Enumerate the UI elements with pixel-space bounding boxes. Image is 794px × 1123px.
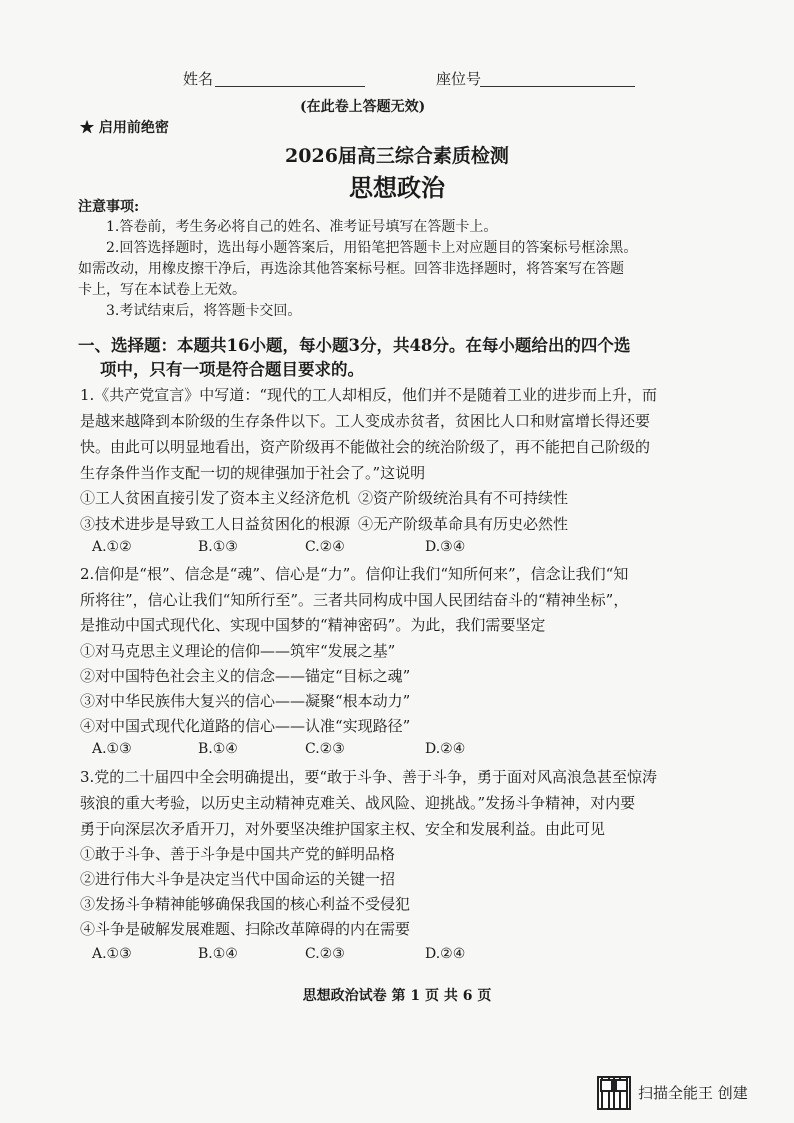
option-b: B.①④ [198, 741, 238, 757]
option-d: D.②④ [425, 946, 466, 962]
seat-label: 座位号 [436, 70, 482, 88]
statement: ②对中国特色社会主义的信念——锚定“目标之魂” [80, 667, 411, 685]
notes-heading: 注意事项: [78, 199, 140, 215]
page-info: 思想政治试卷 第 1 页 共 6 页 [302, 988, 492, 1004]
statement: ①对马克思主义理论的信仰——筑牢“发展之基” [80, 642, 396, 660]
qr-code-icon [597, 1076, 631, 1110]
option-c: C.②④ [305, 539, 345, 555]
statement: ③技术进步是导致工人日益贫困化的根源 [80, 515, 351, 533]
section-heading-cont: 项中，只有一项是符合题目要求的。 [100, 360, 364, 379]
scanner-watermark: 扫描全能王 创建 [638, 1084, 748, 1102]
question-stem-line: 生存条件当作支配一切的规律强加于社会了。”这说明 [80, 464, 426, 482]
invalid-note: (在此卷上答题无效) [300, 99, 426, 115]
option-d: D.③④ [425, 539, 466, 555]
option-c: C.②③ [305, 946, 345, 962]
statement: ④斗争是破解发展难题、扫除改革障碍的内在需要 [80, 920, 411, 938]
subject-title: 思想政治 [349, 173, 445, 202]
note-line: 2.回答选择题时，选出每小题答案后，用铅笔把答题卡上对应题目的答案标号框涂黑。 [106, 240, 638, 256]
option-a: A.①③ [92, 741, 132, 757]
question-stem-line: 3.党的二十届四中全会明确提出，要“敢于斗争、善于斗争，勇于面对风高浪急甚至惊涛 [80, 768, 657, 786]
question-stem-line: 快。由此可以明显地看出，资产阶级再不能做社会的统治阶级了，再不能把自己阶级的 [80, 438, 651, 456]
question-stem-line: 2.信仰是“根”、信念是“魂”、信心是“力”。信仰让我们“知所何来”，信念让我们“知 [80, 565, 629, 583]
statement: ③发扬斗争精神能够确保我国的核心利益不受侵犯 [80, 895, 411, 913]
statement: ③对中华民族伟大复兴的信心——凝聚“根本动力” [80, 692, 411, 710]
confidential-mark: ★ 启用前绝密 [80, 120, 169, 136]
option-a: A.①③ [92, 946, 132, 962]
question-stem-line: 是推动中国式现代化、实现中国梦的“精神密码”。为此，我们需要坚定 [80, 616, 546, 634]
name-blank-line [215, 86, 365, 87]
question-stem-line: 骇浪的重大考验，以历史主动精神克难关、战风险、迎挑战。”发扬斗争精神，对内要 [80, 794, 636, 812]
statement: ②资产阶级统治具有不可持续性 [358, 489, 569, 507]
statement: ④无产阶级革命具有历史必然性 [358, 515, 569, 533]
option-b: B.①④ [198, 946, 238, 962]
note-line: 1.答卷前，考生务必将自己的姓名、准考证号填写在答题卡上。 [106, 219, 498, 235]
question-stem-line: 是越来越降到本阶级的生存条件以下。工人变成赤贫者，贫困比人口和财富增长得还要 [80, 412, 651, 430]
question-stem-line: 所将往”，信心让我们“知所行至”。三者共同构成中国人民团结奋斗的“精神坐标”， [80, 591, 629, 609]
note-line: 卡上，写在本试卷上无效。 [78, 282, 246, 298]
option-c: C.②③ [305, 741, 345, 757]
statement: ①敢于斗争、善于斗争是中国共产党的鲜明品格 [80, 845, 396, 863]
question-stem-line: 勇于向深层次矛盾开刀，对外要坚决维护国家主权、安全和发展利益。由此可见 [80, 820, 606, 838]
option-b: B.①③ [198, 539, 238, 555]
section-heading: 一、选择题：本题共16小题，每小题3分，共48分。在每小题给出的四个选 [78, 336, 631, 355]
name-label: 姓名 [183, 70, 214, 88]
statement: ①工人贫困直接引发了资本主义经济危机 [80, 489, 351, 507]
seat-blank-line [480, 86, 635, 87]
statement: ④对中国式现代化道路的信心——认准“实现路径” [80, 717, 411, 735]
option-a: A.①② [92, 539, 132, 555]
exam-title: 2026届高三综合素质检测 [285, 145, 509, 167]
option-d: D.②④ [425, 741, 466, 757]
note-line: 如需改动，用橡皮擦干净后，再选涂其他答案标号框。回答非选择题时，将答案写在答题 [78, 261, 624, 277]
note-line: 3.考试结束后，将答题卡交回。 [106, 303, 302, 319]
question-stem-line: 1.《共产党宣言》中写道：“现代的工人却相反，他们并不是随着工业的进步而上升，而 [80, 386, 657, 404]
statement: ②进行伟大斗争是决定当代中国命运的关键一招 [80, 870, 396, 888]
